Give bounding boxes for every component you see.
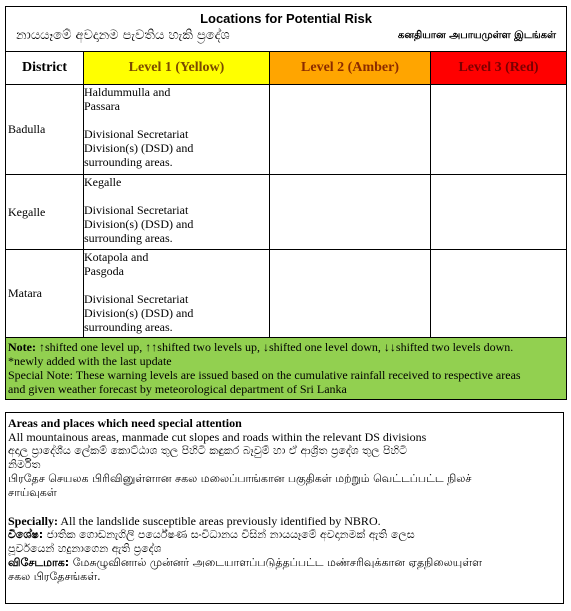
title-tamil: கனதியான அபாயமுள்ள இடங்கள் <box>397 30 557 41</box>
district-cell: Badulla <box>6 85 84 175</box>
level3-cell <box>431 250 567 338</box>
note-label: Note: <box>8 340 36 354</box>
dsd-text: surrounding areas. <box>84 320 173 334</box>
level2-cell <box>270 175 431 250</box>
table-row <box>6 250 567 338</box>
header-level1: Level 1 (Yellow) <box>84 52 270 85</box>
specially-label: Specially: <box>8 514 58 528</box>
dsd-text: Divisional Secretariat <box>84 292 189 306</box>
dsd-text: Division(s) (DSD) and <box>84 306 194 320</box>
area-name: Haldummulla and <box>84 85 171 99</box>
title-sinhala: නායයෑමේ අවදානම පැවතිය හැකි ප්‍රදේශ <box>16 28 230 43</box>
risk-table <box>5 6 567 400</box>
level1-cell <box>84 250 270 338</box>
level2-cell <box>270 250 431 338</box>
tamil-special-line1: மேசுழுவினால் முன்னர் அடையாளப்படுத்தப்பட்ட மண்சரிவுக்கான ஏதநிலையுள்ள <box>69 556 483 569</box>
header-level2: Level 2 (Amber) <box>270 52 431 85</box>
attention-tamil-line2: சாய்வுகள் <box>8 486 57 499</box>
newly-added-note: *newly added with the last update <box>8 354 172 368</box>
table-row <box>6 85 567 175</box>
visesha-line1: ජාතික ගොඩනැගිලි පර්යේෂණ සංවිධානය විසින් නායයෑමේ අවදානමක් ඇති ලෙස <box>43 528 415 541</box>
tamil-special-line2: சகல பிரதேசங்கள். <box>8 570 101 583</box>
area-name: Kotapola and <box>84 250 149 264</box>
dsd-text: Divisional Secretariat <box>84 203 189 217</box>
header-district: District <box>6 52 84 85</box>
level1-cell <box>84 85 270 175</box>
header-level3: Level 3 (Red) <box>431 52 567 85</box>
specially-english: All the landslide susceptible areas previously identified by NBRO. <box>58 514 381 528</box>
dsd-text: surrounding areas. <box>84 155 173 169</box>
title-english: Locations for Potential Risk <box>200 11 372 26</box>
attention-tamil: பிரதேச செயலக பிரிவினுள்ளான சகல மலைப்பாங்கான பகுதிகள் மற்றும் வெட்டப்பட்ட நிலச் <box>8 472 472 485</box>
visesha-label: විශේෂ: <box>8 528 44 541</box>
area-name: Passara <box>84 99 120 113</box>
special-note-line2: and given weather forecast by meteorological department of Sri Lanka <box>8 382 347 396</box>
level2-cell <box>270 85 431 175</box>
special-attention-box <box>5 412 564 604</box>
tamil-special-label: விசேடமாக: <box>8 556 70 569</box>
area-name: Pasgoda <box>84 264 124 278</box>
note-text: ↑shifted one level up, ↑↑shifted two levels up, ↓shifted one level down, ↓↓shifted two levels down. <box>35 340 514 354</box>
level3-cell <box>431 85 567 175</box>
area-name: Kegalle <box>84 175 122 189</box>
attention-sinhala-line2: නිර්මිත <box>8 458 41 471</box>
level1-cell <box>84 175 270 250</box>
table-row <box>6 175 567 250</box>
district-cell: Matara <box>6 250 84 338</box>
attention-english: All mountainous areas, manmade cut slopes and roads within the relevant DS divisions <box>8 430 427 444</box>
risk-table-container <box>5 6 566 400</box>
dsd-text: Division(s) (DSD) and <box>84 217 194 231</box>
title-cell <box>6 7 567 52</box>
attention-heading: Areas and places which need special attention <box>8 416 242 430</box>
note-cell <box>6 338 567 400</box>
district-cell: Kegalle <box>6 175 84 250</box>
dsd-text: Divisional Secretariat <box>84 127 189 141</box>
attention-sinhala-line1: අදාල ප්‍රාදේශීය ලේකම් කොට්ඨාශ තුල පිහිටි කඳුකර බෑවුම් හා ඒ ආශ්‍රිත ප්‍රදේශ තුල පිහිටි <box>8 444 407 457</box>
level3-cell <box>431 175 567 250</box>
dsd-text: Division(s) (DSD) and <box>84 141 194 155</box>
special-note-line1: Special Note: These warning levels are issued based on the cumulative rainfall received to respective areas <box>8 368 521 382</box>
dsd-text: surrounding areas. <box>84 231 173 245</box>
visesha-line2: පූර්වයෙන් හදුනාගෙන ඇති ප්‍රදේශ <box>8 542 162 555</box>
